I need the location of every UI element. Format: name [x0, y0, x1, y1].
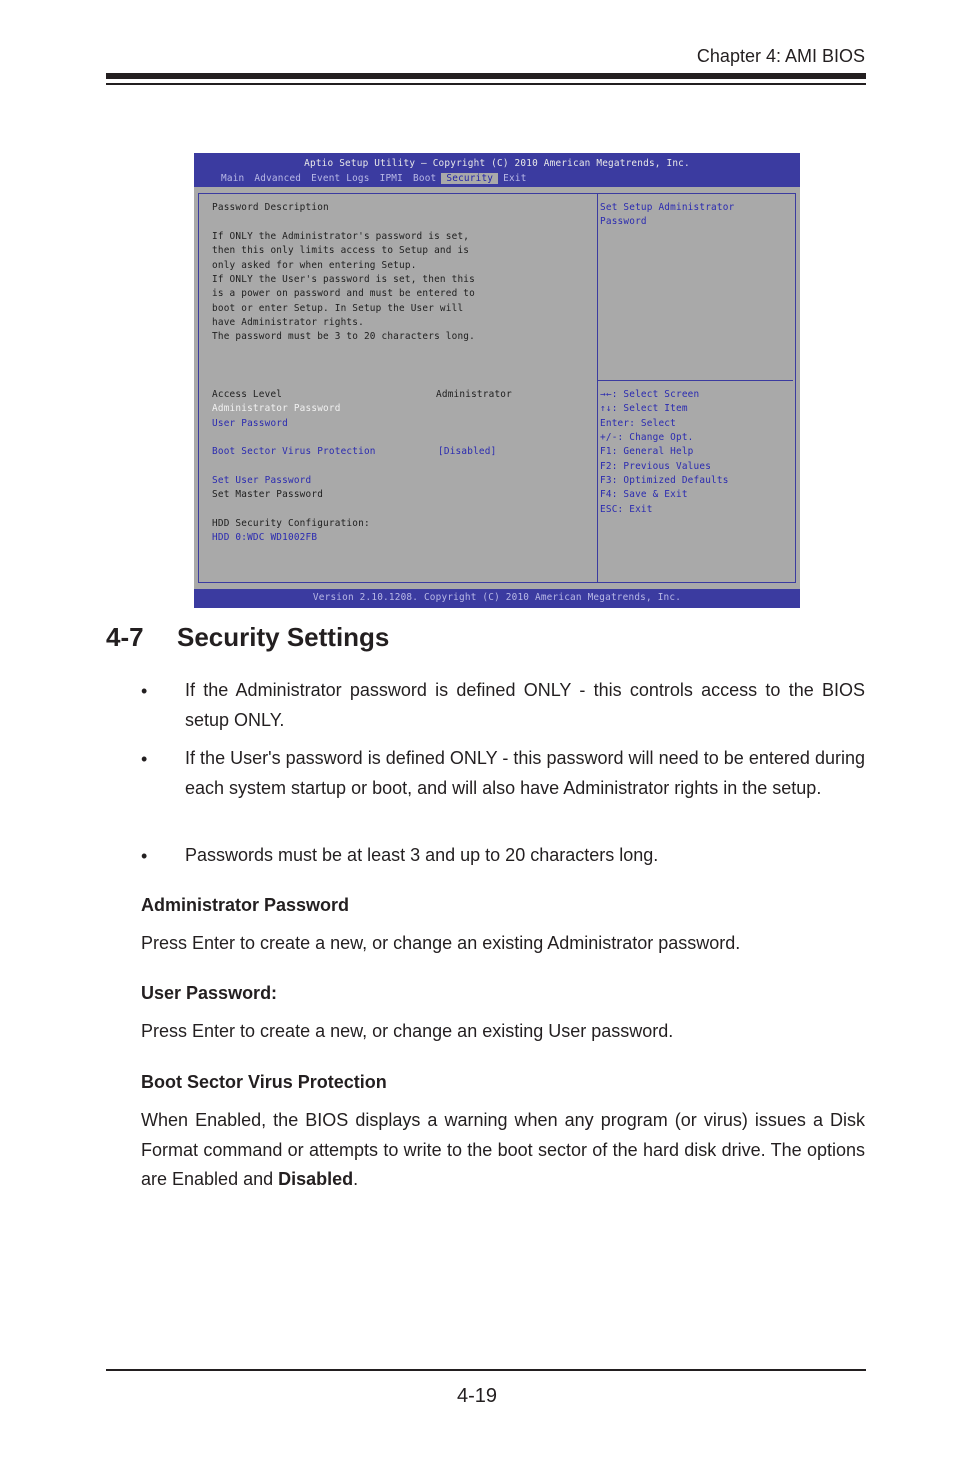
bullet-text-user: If the User's password is defined ONLY - this password will need to be entered during each system startup or boot, and will also have Administrator rights in the setup. — [185, 748, 865, 798]
bios-key-hint: →←: Select Screen — [600, 389, 700, 400]
bios-version: Version 2.10.1208. Copyright (C) 2010 American Megatrends, Inc. — [312, 592, 682, 603]
header-rule-thin — [106, 83, 866, 85]
bullet-text-length: Passwords must be at least 3 and up to 20 characters long. — [185, 845, 659, 865]
header-rule-thick — [106, 73, 866, 79]
bullet-marker: • — [141, 846, 148, 866]
bios-desc-line: Password Description — [212, 202, 329, 213]
boot-sector-heading: Boot Sector Virus Protection — [141, 1072, 387, 1092]
bios-user-password-item[interactable]: User Password — [212, 418, 288, 429]
boot-sector-text — [141, 1106, 865, 1195]
chapter-header: Chapter 4: AMI BIOS — [696, 46, 865, 66]
page-number: 4-19 — [456, 1385, 498, 1407]
bios-menu-bar — [216, 173, 532, 184]
bios-desc-line: The password must be 3 to 20 characters long. — [212, 331, 475, 342]
bios-boot-sector-item[interactable]: Boot Sector Virus Protection — [212, 446, 376, 457]
bios-hdd-item[interactable]: HDD 0:WDC WD1002FB — [212, 532, 318, 543]
bios-key-hint: ESC: Exit — [600, 504, 653, 515]
bios-desc-line: only asked for when entering Setup. — [212, 260, 417, 271]
bios-menu-security[interactable]: Security — [441, 173, 498, 184]
bios-hdd-config-label: HDD Security Configuration: — [212, 518, 370, 529]
admin-password-heading: Administrator Password — [141, 895, 350, 915]
bios-menu-event-logs[interactable]: Event Logs — [311, 173, 370, 184]
bios-screenshot — [194, 153, 800, 608]
bios-menu-exit[interactable]: Exit — [503, 173, 527, 184]
bios-help-separator — [598, 380, 793, 381]
boot-sector-text-end: . — [353, 1169, 359, 1189]
bios-menu-boot[interactable]: Boot — [413, 173, 437, 184]
bios-desc-line: have Administrator rights. — [212, 317, 364, 328]
bios-help-panel — [597, 193, 796, 583]
section-number: 4-7 — [106, 622, 144, 652]
bios-desc-line: boot or enter Setup. In Setup the User will — [212, 303, 464, 314]
bios-title: Aptio Setup Utility – Copyright (C) 2010 American Megatrends, Inc. — [304, 158, 690, 169]
bios-key-hint: F1: General Help — [600, 446, 694, 457]
bios-set-master-password-item: Set Master Password — [212, 489, 324, 500]
bios-title-bar — [194, 153, 800, 187]
bios-set-user-password-item[interactable]: Set User Password — [212, 475, 312, 486]
bios-desc-line: is a power on password and must be entered to — [212, 288, 475, 299]
bios-help-text: Set Setup Administrator — [600, 202, 735, 213]
section-title: Security Settings — [177, 622, 390, 652]
user-password-heading: User Password: — [141, 983, 278, 1003]
bios-desc-line: If ONLY the User's password is set, then this — [212, 274, 475, 285]
bios-desc-line: If ONLY the Administrator's password is set, — [212, 231, 470, 242]
bios-key-hint: F2: Previous Values — [600, 461, 712, 472]
bios-key-hint: F3: Optimized Defaults — [600, 475, 729, 486]
bios-boot-sector-value[interactable]: [Disabled] — [438, 446, 497, 457]
boot-sector-default: Disabled — [278, 1169, 354, 1189]
bullet-marker: • — [141, 681, 148, 701]
bios-help-text: Password — [600, 216, 647, 227]
bios-access-level-label: Access Level — [212, 389, 283, 400]
bullet-marker: • — [141, 749, 148, 769]
bullet-text-admin: If the Administrator password is defined ONLY - this controls access to the BIOS setup ONLY. — [185, 680, 865, 730]
bios-main-panel — [198, 193, 598, 583]
bios-key-hint: ↑↓: Select Item — [600, 403, 688, 414]
bios-version-bar — [194, 589, 800, 608]
bios-key-hint: +/-: Change Opt. — [600, 432, 694, 443]
bios-menu-advanced[interactable]: Advanced — [254, 173, 302, 184]
bios-desc-line: then this only limits access to Setup and is — [212, 245, 470, 256]
bios-key-hint: Enter: Select — [600, 418, 676, 429]
section-heading — [106, 622, 389, 653]
user-password-text: Press Enter to create a new, or change an existing User password. — [141, 1021, 674, 1041]
boot-sector-text-main: When Enabled, the BIOS displays a warning when any program (or virus) issues a Disk Format command or attempts to write to the boot sector of the hard disk drive. The options are Enabled and — [141, 1110, 865, 1189]
bios-menu-main[interactable]: Main — [221, 173, 245, 184]
footer-rule — [106, 1369, 866, 1371]
admin-password-text: Press Enter to create a new, or change an existing Administrator password. — [141, 933, 741, 953]
bios-key-hint: F4: Save & Exit — [600, 489, 688, 500]
bios-access-level-value: Administrator — [436, 389, 512, 400]
bios-admin-password-item[interactable]: Administrator Password — [212, 403, 341, 414]
bios-menu-ipmi[interactable]: IPMI — [379, 173, 403, 184]
